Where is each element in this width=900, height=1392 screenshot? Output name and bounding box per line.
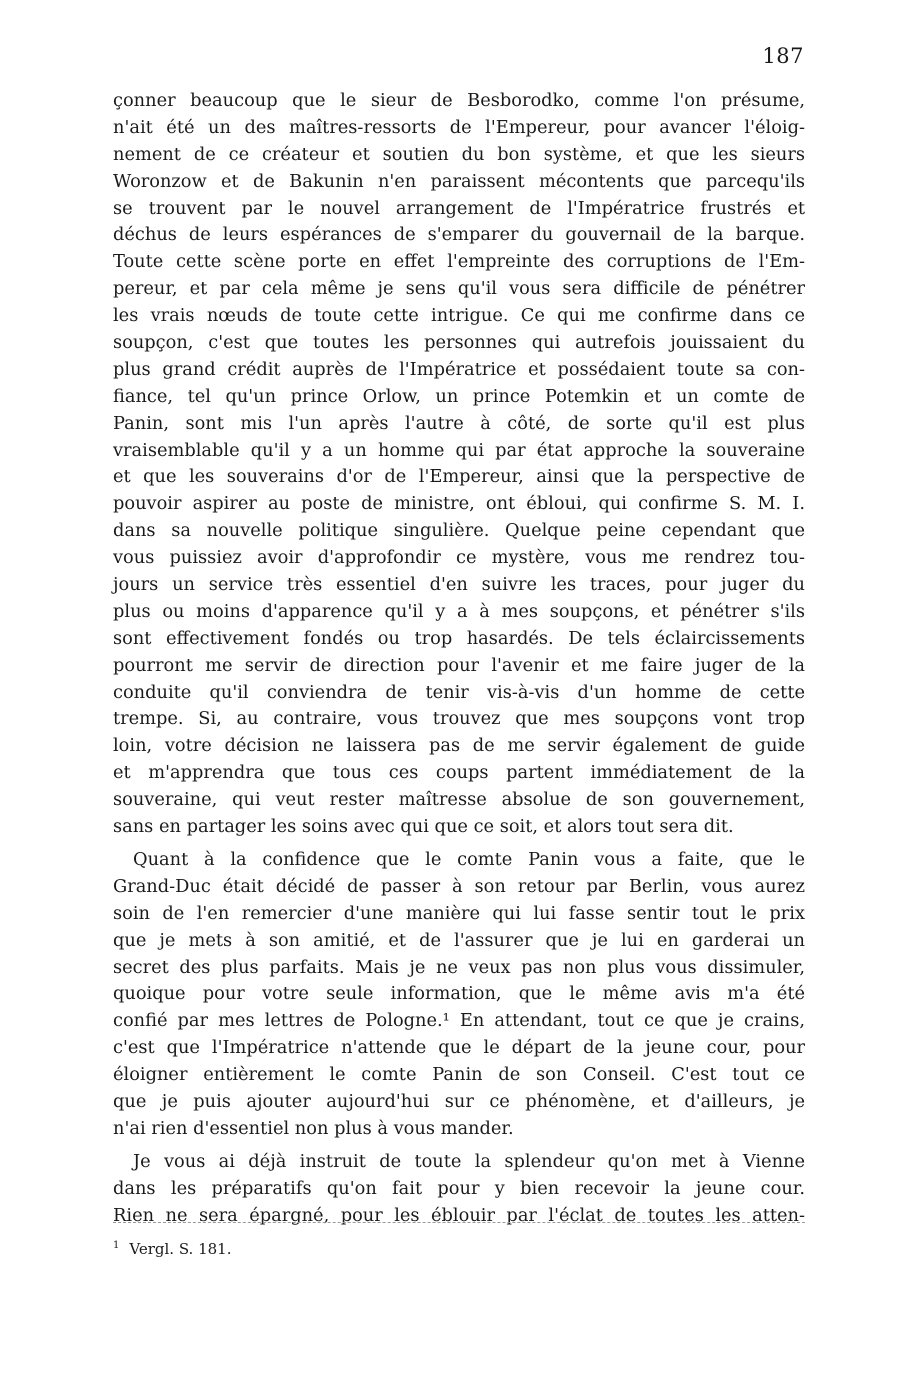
text-line: nement de ce créateur et soutien du bon système, et que les sieurs bbox=[113, 143, 805, 165]
paragraph bbox=[113, 1149, 805, 1230]
text-line: Grand-Duc était décidé de passer à son retour par Berlin, vous aurez bbox=[113, 875, 805, 897]
text-line: pereur, et par cela même je sens qu'il vous sera difficile de pénétrer bbox=[113, 278, 805, 300]
text-line: que je puis ajouter aujourd'hui sur ce phénomène, et d'ailleurs, je bbox=[113, 1090, 805, 1112]
text-line: sont effectivement fondés ou trop hasardés. De tels éclaircissements bbox=[113, 627, 805, 649]
text-line: c'est que l'Impératrice n'attende que le départ de la jeune cour, pour bbox=[113, 1037, 805, 1059]
body-text bbox=[113, 88, 805, 1229]
text-line: loin, votre décision ne laissera pas de me servir également de guide bbox=[113, 735, 805, 757]
text-line: les vrais nœuds de toute cette intrigue. Ce qui me confirme dans ce bbox=[113, 305, 805, 327]
text-line: Panin, sont mis l'un après l'autre à côté, de sorte qu'il est plus bbox=[113, 412, 805, 434]
text-line: sans en partager les soins avec qui que ce soit, et alors tout sera dit. bbox=[113, 816, 734, 838]
footnote-text: Vergl. S. 181. bbox=[129, 1240, 232, 1258]
paragraph bbox=[113, 847, 805, 1143]
paragraph bbox=[113, 88, 805, 841]
text-line: confié par mes lettres de Pologne.¹ En attendant, tout ce que je crains, bbox=[113, 1010, 805, 1032]
text-line: et m'apprendra que tous ces coups partent immédiatement de la bbox=[113, 762, 805, 784]
text-line: se trouvent par le nouvel arrangement de l'Impératrice frustrés et bbox=[113, 197, 805, 219]
footnote-divider bbox=[113, 1222, 805, 1223]
text-line: conduite qu'il conviendra de tenir vis-à-vis d'un homme de cette bbox=[113, 681, 805, 703]
text-line: secret des plus parfaits. Mais je ne veux pas non plus vous dissimuler, bbox=[113, 956, 805, 978]
text-line: éloigner entièrement le comte Panin de son Conseil. C'est tout ce bbox=[113, 1064, 805, 1086]
text-line: pouvoir aspirer au poste de ministre, ont ébloui, qui confirme S. M. I. bbox=[113, 493, 805, 515]
text-line: dans sa nouvelle politique singulière. Quelque peine cependant que bbox=[113, 520, 805, 542]
text-line: trempe. Si, au contraire, vous trouvez que mes soupçons vont trop bbox=[113, 708, 805, 730]
text-line: et que les souverains d'or de l'Empereur, ainsi que la perspective de bbox=[113, 466, 805, 488]
text-line: Woronzow et de Bakunin n'en paraissent mécontents que parcequ'ils bbox=[113, 170, 805, 192]
text-line: çonner beaucoup que le sieur de Besborodko, comme l'on présume, bbox=[113, 90, 805, 111]
text-line: Rien ne sera épargné, pour les éblouir par l'éclat de toutes les atten- bbox=[113, 1204, 805, 1226]
text-line: soupçon, c'est que toutes les personnes qui autrefois jouissaient du bbox=[113, 332, 805, 354]
text-line: n'ai rien d'essentiel non plus à vous mander. bbox=[113, 1117, 514, 1139]
text-line: que je mets à son amitié, et de l'assurer que je lui en garderai un bbox=[113, 929, 805, 951]
text-line: n'ait été un des maîtres-ressorts de l'Empereur, pour avancer l'éloig- bbox=[113, 116, 805, 138]
footnote bbox=[113, 1236, 232, 1259]
text-line: vous puissiez avoir d'approfondir ce mystère, vous me rendrez tou- bbox=[113, 547, 805, 569]
footnote-mark: 1 bbox=[113, 1240, 120, 1251]
text-line: vraisemblable qu'il y a un homme qui par état approche la souveraine bbox=[113, 439, 805, 461]
text-line: déchus de leurs espérances de s'emparer du gouvernail de la barque. bbox=[113, 224, 805, 246]
text-line: jours un service très essentiel d'en suivre les traces, pour juger du bbox=[113, 574, 805, 596]
text-line: soin de l'en remercier d'une manière qui lui fasse sentir tout le prix bbox=[113, 902, 805, 924]
text-line: Toute cette scène porte en effet l'empreinte des corruptions de l'Em- bbox=[113, 251, 805, 273]
text-line: fiance, tel qu'un prince Orlow, un prince Potemkin et un comte de bbox=[113, 385, 805, 407]
text-line: Quant à la confidence que le comte Panin vous a faite, que le bbox=[133, 848, 805, 870]
text-line: plus grand crédit auprès de l'Impératrice et possédaient toute sa con- bbox=[113, 358, 805, 380]
text-line: pourront me servir de direction pour l'avenir et me faire juger de la bbox=[113, 654, 805, 676]
text-line: Je vous ai déjà instruit de toute la splendeur qu'on met à Vienne bbox=[133, 1150, 805, 1172]
text-line: dans les préparatifs qu'on fait pour y bien recevoir la jeune cour. bbox=[113, 1177, 805, 1199]
text-line: plus ou moins d'apparence qu'il y a à mes soupçons, et pénétrer s'ils bbox=[113, 600, 805, 622]
page-number: 187 bbox=[762, 44, 804, 68]
text-line: quoique pour votre seule information, que le même avis m'a été bbox=[113, 983, 805, 1005]
text-line: souveraine, qui veut rester maîtresse absolue de son gouvernement, bbox=[113, 789, 805, 811]
